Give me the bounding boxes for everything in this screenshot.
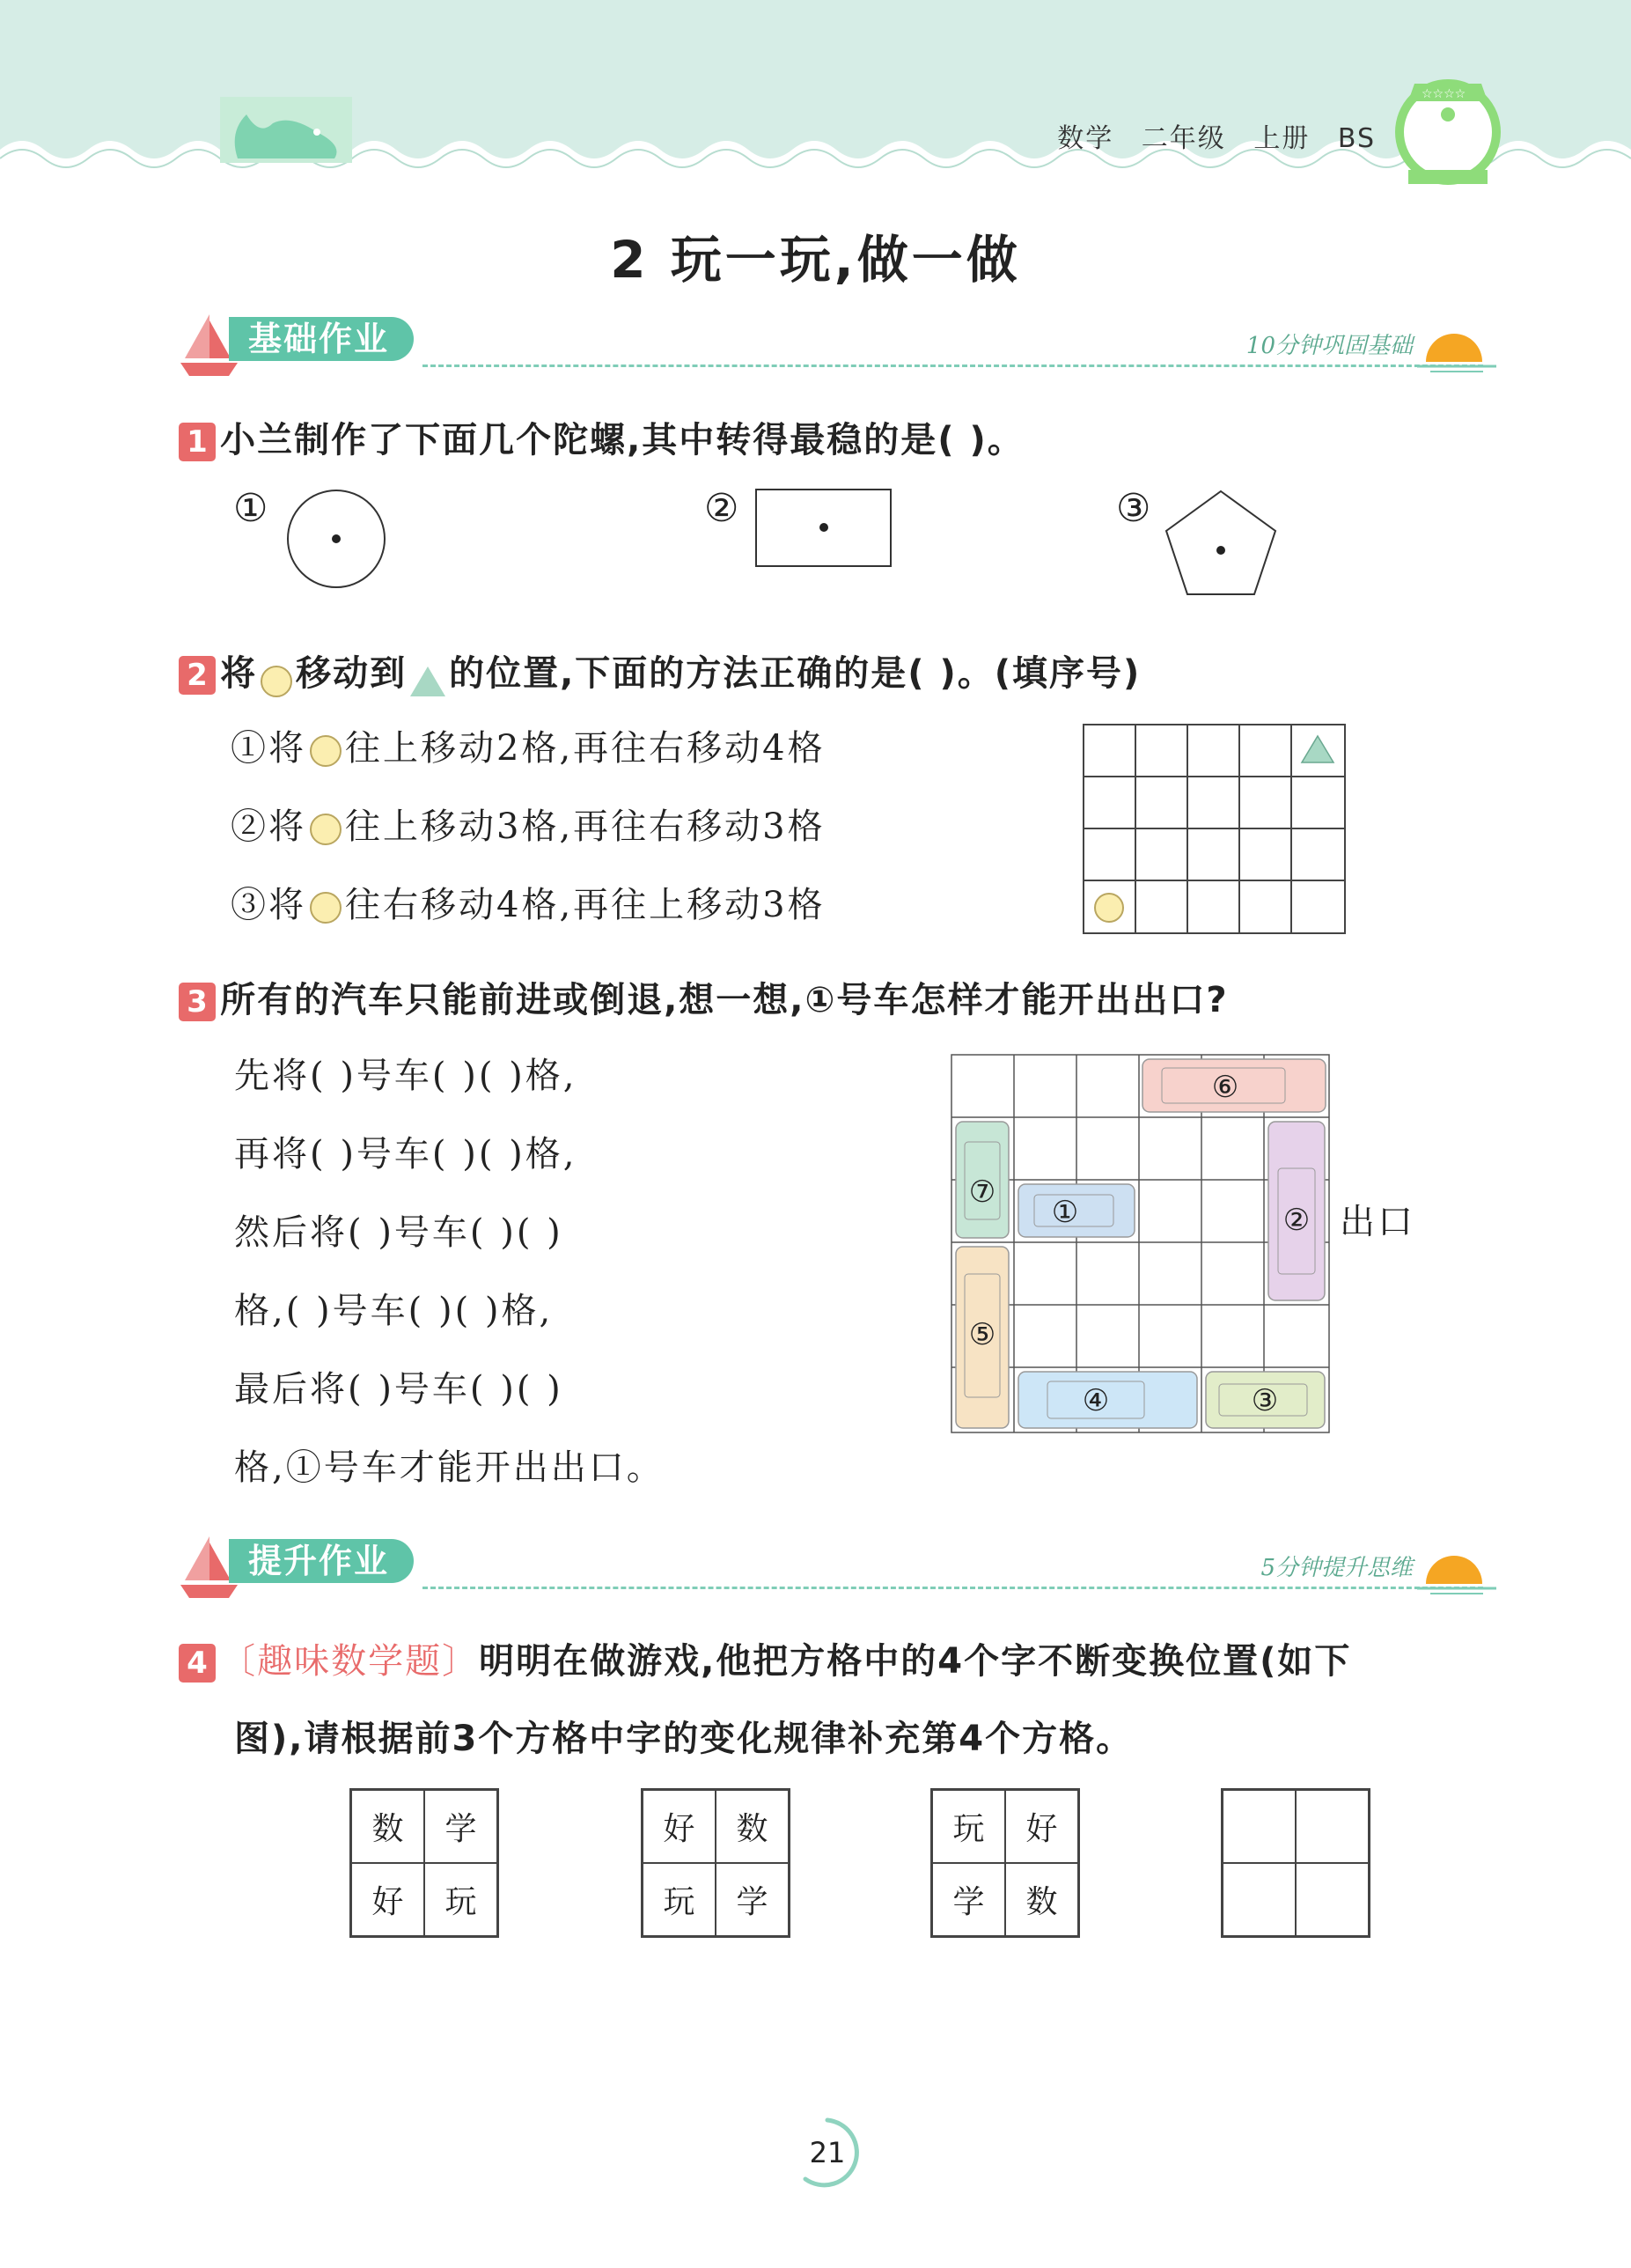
question-number: 2 xyxy=(179,656,216,695)
question-text-b: 移动到 xyxy=(296,653,408,694)
lesson-title: 2 玩一玩,做一做 xyxy=(610,230,1021,290)
circle-marker xyxy=(1095,894,1123,922)
section-tag-advanced: 5分钟提升思维 xyxy=(1260,1555,1413,1581)
grid-cell: 数 xyxy=(351,1790,424,1863)
car-7-label: ⑦ xyxy=(968,1174,996,1210)
sunset-icon xyxy=(1417,1544,1496,1597)
answer-cell[interactable] xyxy=(1296,1790,1369,1863)
answer-line-1: 先将( )号车( )( )格, xyxy=(234,1056,577,1096)
grid-cell: 玩 xyxy=(643,1863,716,1936)
section-label-basic: 基础作业 xyxy=(229,317,414,361)
car-2 xyxy=(1268,1122,1325,1300)
yellow-circle-icon xyxy=(310,814,342,845)
q2-option-2 xyxy=(231,799,826,849)
triangle-icon xyxy=(410,666,445,696)
question-text: 所有的汽车只能前进或倒退,想一想,①号车怎样才能开出出口? xyxy=(220,980,1229,1020)
grid-cell: 玩 xyxy=(424,1863,497,1936)
svg-text:☆☆☆☆: ☆☆☆☆ xyxy=(1422,87,1466,101)
question-text-a: 将 xyxy=(220,653,258,694)
option-prefix: ③将 xyxy=(231,885,306,925)
question-text-line1: 明明在做游戏,他把方格中的4个字不断变换位置(如下 xyxy=(479,1641,1352,1682)
char-grid-3 xyxy=(930,1788,1080,1938)
answer-line-5: 最后将( )号车( )( ) xyxy=(234,1369,563,1410)
triangle-marker xyxy=(1302,736,1333,762)
question-text-line2: 图),请根据前3个方格中字的变化规律补充第4个方格。 xyxy=(234,1719,1134,1759)
option-1-label: ① xyxy=(233,486,268,531)
question-4 xyxy=(179,1633,1351,1683)
subject-info xyxy=(1057,116,1376,155)
option-prefix: ①将 xyxy=(231,728,306,769)
question-2 xyxy=(179,645,1141,697)
sunset-icon xyxy=(1417,322,1496,375)
subject: 数学 xyxy=(1057,123,1114,154)
section-divider xyxy=(422,364,1483,367)
yellow-circle-icon xyxy=(261,666,292,697)
q2-option-3 xyxy=(231,877,826,927)
answer-cell[interactable] xyxy=(1223,1790,1296,1863)
car-6 xyxy=(1142,1059,1326,1112)
car-5-label: ⑤ xyxy=(968,1317,996,1352)
yellow-circle-icon xyxy=(310,892,342,924)
question-3 xyxy=(179,972,1229,1022)
char-grid-answer[interactable] xyxy=(1221,1788,1370,1938)
question-number: 3 xyxy=(179,983,216,1021)
section-label-advanced: 提升作业 xyxy=(229,1539,414,1583)
question-number: 4 xyxy=(179,1644,216,1683)
question-number: 1 xyxy=(179,423,216,461)
question-1 xyxy=(179,412,1025,462)
answer-line-2: 再将( )号车( )( )格, xyxy=(234,1134,577,1174)
grid-cell: 好 xyxy=(1005,1790,1078,1863)
grid-cell: 玩 xyxy=(932,1790,1005,1863)
edition: BS xyxy=(1337,123,1376,154)
car-3 xyxy=(1206,1372,1325,1428)
answer-line-4: 格,( )号车( )( )格, xyxy=(234,1291,554,1331)
q2-option-1 xyxy=(231,720,826,770)
grid-cell: 好 xyxy=(351,1863,424,1936)
car-3-label: ③ xyxy=(1251,1383,1279,1418)
question-text: 小兰制作了下面几个陀螺,其中转得最稳的是( )。 xyxy=(220,420,1025,460)
answer-cell[interactable] xyxy=(1296,1863,1369,1936)
grid-cell: 数 xyxy=(1005,1863,1078,1936)
parking-puzzle-grid xyxy=(951,1054,1338,1436)
option-text: 往上移动2格,再往右移动4格 xyxy=(345,728,826,769)
badge-logo-icon xyxy=(1395,75,1501,189)
car-6-label: ⑥ xyxy=(1211,1070,1239,1105)
car-4 xyxy=(1018,1372,1197,1428)
car-1 xyxy=(1018,1184,1135,1237)
grade: 二年级 xyxy=(1141,123,1226,154)
char-grid-1 xyxy=(349,1788,499,1938)
car-7 xyxy=(956,1122,1009,1238)
car-5 xyxy=(956,1247,1009,1428)
yellow-circle-icon xyxy=(310,735,342,767)
grid-cell: 学 xyxy=(932,1863,1005,1936)
answer-line-3: 然后将( )号车( )( ) xyxy=(234,1212,563,1253)
page-number: 21 xyxy=(809,2136,846,2169)
section-header-advanced xyxy=(176,1532,1496,1602)
option-text: 往上移动3格,再往右移动3格 xyxy=(345,806,826,847)
question-text-c: 的位置,下面的方法正确的是( )。(填序号) xyxy=(449,653,1142,694)
answer-cell[interactable] xyxy=(1223,1863,1296,1936)
question-tag: 〔趣味数学题〕 xyxy=(220,1641,480,1682)
grid-cell: 学 xyxy=(716,1863,789,1936)
option-text: 往右移动4格,再往上移动3格 xyxy=(345,885,826,925)
section-divider xyxy=(422,1587,1483,1589)
grid-cell: 好 xyxy=(643,1790,716,1863)
car-4-label: ④ xyxy=(1082,1383,1110,1418)
grid-cell: 数 xyxy=(716,1790,789,1863)
option-prefix: ②将 xyxy=(231,806,306,847)
rectangle-top-figure xyxy=(755,489,893,568)
car-1-label: ① xyxy=(1051,1195,1079,1230)
volume: 上册 xyxy=(1253,123,1311,154)
char-grid-2 xyxy=(641,1788,790,1938)
exit-label: 出口 xyxy=(1340,1202,1415,1242)
car-2-label: ② xyxy=(1282,1203,1311,1238)
q2-grid xyxy=(1083,724,1347,935)
section-header-basic xyxy=(176,310,1496,380)
whale-icon xyxy=(220,97,352,163)
circle-top-figure xyxy=(286,489,387,590)
option-2-label: ② xyxy=(704,486,739,531)
page-number-badge xyxy=(788,2113,867,2192)
pentagon-top-figure xyxy=(1164,489,1278,599)
grid-cell: 学 xyxy=(424,1790,497,1863)
section-tag-basic: 10分钟巩固基础 xyxy=(1245,333,1413,359)
option-3-label: ③ xyxy=(1116,486,1151,531)
answer-line-6: 格,①号车才能开出出口。 xyxy=(234,1447,665,1488)
